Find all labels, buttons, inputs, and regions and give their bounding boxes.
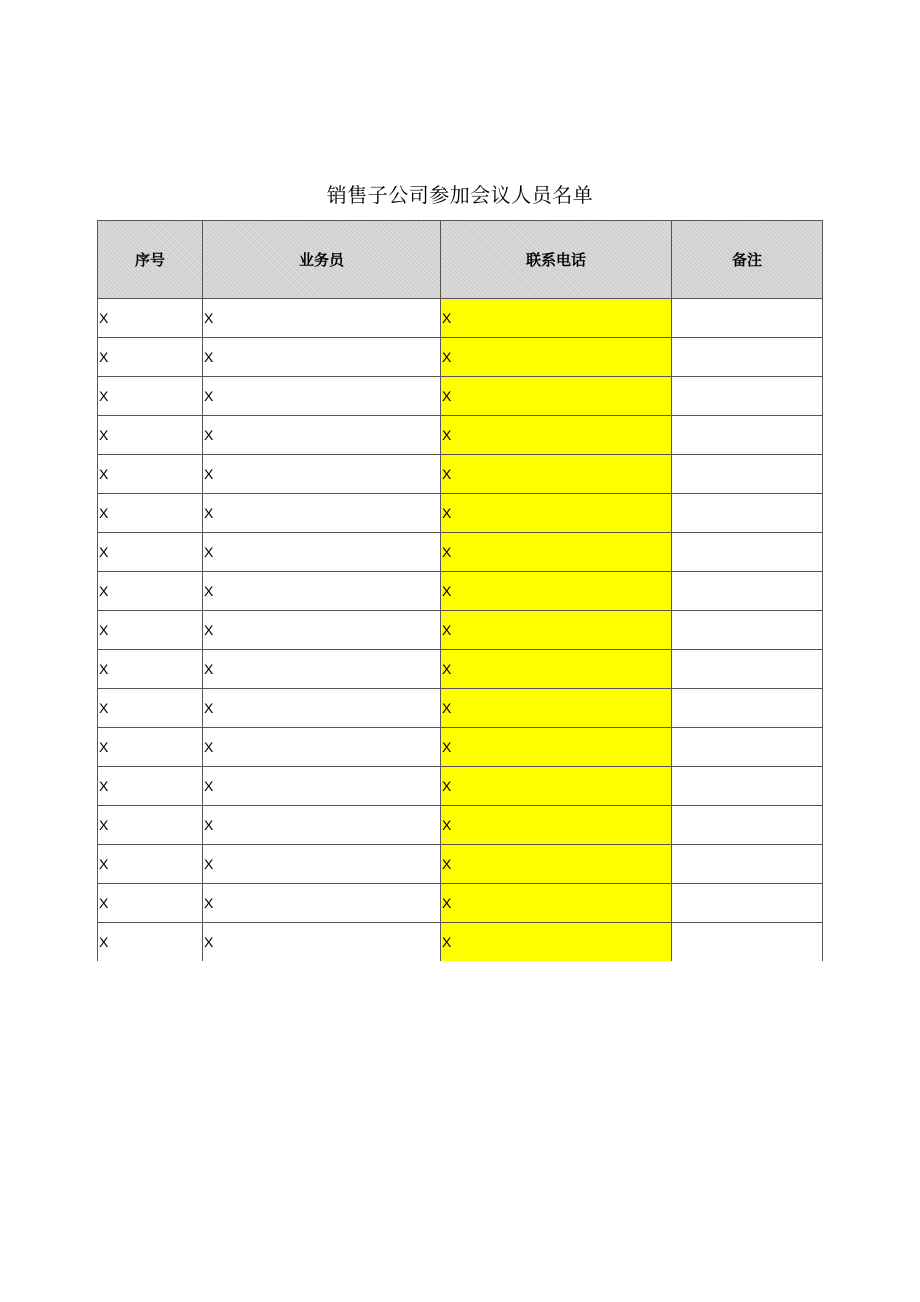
cell-serial-number: X [98, 728, 203, 767]
cell-serial-number: X [98, 845, 203, 884]
cell-serial-number: X [98, 923, 203, 962]
cell-salesperson: X [203, 494, 441, 533]
cell-serial-number: X [98, 689, 203, 728]
cell-remarks [672, 416, 823, 455]
cell-remarks [672, 533, 823, 572]
table-row [98, 611, 823, 650]
header-salesperson: 业务员 [203, 221, 441, 299]
cell-phone: X [441, 455, 672, 494]
attendee-table-container [97, 220, 822, 961]
table-row [98, 533, 823, 572]
table-row [98, 338, 823, 377]
cell-salesperson: X [203, 923, 441, 962]
cell-remarks [672, 767, 823, 806]
cell-salesperson: X [203, 416, 441, 455]
cell-phone: X [441, 416, 672, 455]
cell-remarks [672, 689, 823, 728]
table-row [98, 767, 823, 806]
cell-phone: X [441, 689, 672, 728]
cell-phone: X [441, 806, 672, 845]
cell-remarks [672, 728, 823, 767]
cell-phone: X [441, 572, 672, 611]
cell-phone: X [441, 650, 672, 689]
cell-remarks [672, 611, 823, 650]
table-row [98, 299, 823, 338]
attendee-table [97, 220, 823, 961]
cell-serial-number: X [98, 767, 203, 806]
cell-remarks [672, 884, 823, 923]
cell-serial-number: X [98, 299, 203, 338]
cell-remarks [672, 650, 823, 689]
cell-salesperson: X [203, 806, 441, 845]
table-row [98, 923, 823, 962]
cell-phone: X [441, 494, 672, 533]
table-row [98, 884, 823, 923]
cell-phone: X [441, 923, 672, 962]
cell-phone: X [441, 377, 672, 416]
cell-remarks [672, 923, 823, 962]
table-row [98, 416, 823, 455]
table-body [98, 299, 823, 962]
table-row [98, 689, 823, 728]
table-row [98, 728, 823, 767]
table-row [98, 455, 823, 494]
cell-salesperson: X [203, 728, 441, 767]
cell-salesperson: X [203, 338, 441, 377]
header-remarks: 备注 [672, 221, 823, 299]
table-row [98, 494, 823, 533]
cell-salesperson: X [203, 611, 441, 650]
cell-serial-number: X [98, 884, 203, 923]
cell-salesperson: X [203, 299, 441, 338]
cell-salesperson: X [203, 533, 441, 572]
table-row [98, 845, 823, 884]
cell-phone: X [441, 533, 672, 572]
header-serial-number: 序号 [98, 221, 203, 299]
page-title: 销售子公司参加会议人员名单 [326, 183, 594, 207]
cell-salesperson: X [203, 845, 441, 884]
table-row [98, 650, 823, 689]
cell-phone: X [441, 767, 672, 806]
table-header-row [98, 221, 823, 299]
cell-serial-number: X [98, 611, 203, 650]
cell-phone: X [441, 884, 672, 923]
cell-salesperson: X [203, 377, 441, 416]
cell-phone: X [441, 728, 672, 767]
cell-phone: X [441, 338, 672, 377]
cell-remarks [672, 806, 823, 845]
cell-serial-number: X [98, 338, 203, 377]
cell-phone: X [441, 611, 672, 650]
cell-salesperson: X [203, 689, 441, 728]
cell-salesperson: X [203, 884, 441, 923]
cell-serial-number: X [98, 494, 203, 533]
cell-salesperson: X [203, 572, 441, 611]
cell-phone: X [441, 299, 672, 338]
cell-salesperson: X [203, 767, 441, 806]
cell-remarks [672, 845, 823, 884]
cell-remarks [672, 455, 823, 494]
cell-remarks [672, 494, 823, 533]
cell-serial-number: X [98, 377, 203, 416]
cell-serial-number: X [98, 455, 203, 494]
header-phone: 联系电话 [441, 221, 672, 299]
cell-salesperson: X [203, 650, 441, 689]
cell-remarks [672, 572, 823, 611]
cell-remarks [672, 338, 823, 377]
cell-serial-number: X [98, 533, 203, 572]
table-row [98, 572, 823, 611]
cell-serial-number: X [98, 806, 203, 845]
cell-remarks [672, 299, 823, 338]
cell-remarks [672, 377, 823, 416]
cell-phone: X [441, 845, 672, 884]
table-row [98, 377, 823, 416]
cell-serial-number: X [98, 650, 203, 689]
cell-salesperson: X [203, 455, 441, 494]
cell-serial-number: X [98, 572, 203, 611]
table-row [98, 806, 823, 845]
cell-serial-number: X [98, 416, 203, 455]
